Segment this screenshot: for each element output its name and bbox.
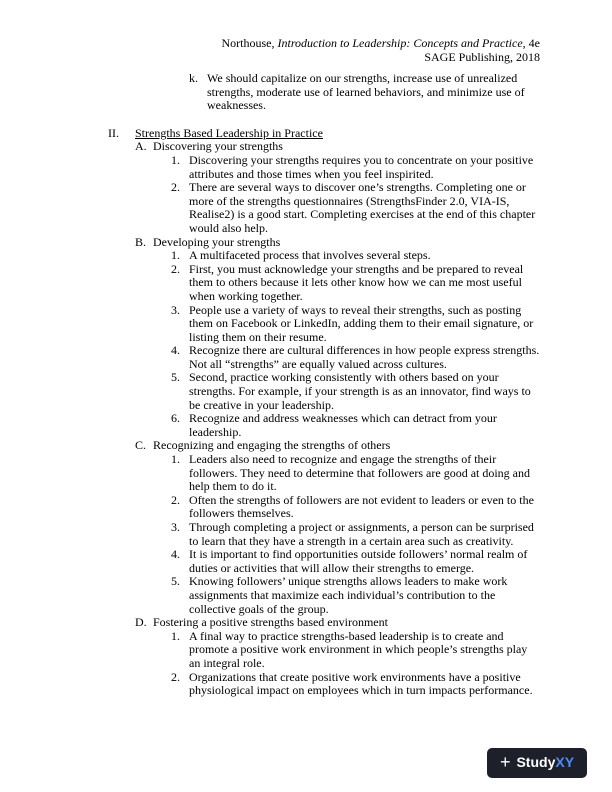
list-item <box>171 452 541 494</box>
list-item-text: We should capitalize on our strengths, increase use of unrealized strengths, moderate use of learned behaviors, and minimize use of weaknesses. <box>207 71 525 113</box>
list-item <box>171 547 541 575</box>
list-item <box>171 261 541 304</box>
list-item-k <box>189 71 542 113</box>
list-item <box>171 520 541 548</box>
header-publisher: SAGE Publishing, 2018 <box>424 49 540 64</box>
subsection-marker: D. <box>135 615 147 630</box>
list-item <box>171 370 541 412</box>
subsection-title: Recognizing and engaging the strengths of others <box>153 438 391 453</box>
list-marker: 5. <box>171 370 180 385</box>
list-item <box>171 248 541 263</box>
badge-xy-text: XY <box>555 754 575 771</box>
list-item-text: Discovering your strengths requires you to concentrate on your positive attributes and those times when you feel inspirited. <box>189 152 534 181</box>
list-marker: 4. <box>171 343 180 358</box>
subsection-title: Discovering your strengths <box>153 139 283 154</box>
list-item <box>171 669 541 698</box>
list-marker: 2. <box>171 492 180 507</box>
list-item-text: Leaders also need to recognize and engage the strengths of their followers. They need to determine that followers are good at doing and help them to do it. <box>189 452 531 494</box>
list-marker: 1. <box>171 152 180 167</box>
list-item-text: Recognize there are cultural differences in how people express strengths. Not all “strengths” are equally valued across cultures. <box>189 343 540 371</box>
list-marker: 4. <box>171 547 180 562</box>
list-item-text: A multifaceted process that involves several steps. <box>189 248 431 263</box>
section-heading <box>108 125 535 141</box>
badge-study-text: Study <box>516 754 556 771</box>
list-item <box>171 574 541 616</box>
list-marker: 5. <box>171 574 180 589</box>
list-marker: k. <box>189 71 198 85</box>
plus-icon: + <box>499 752 511 773</box>
list-item <box>171 302 541 345</box>
list-item <box>171 152 541 181</box>
list-marker: 6. <box>171 411 180 426</box>
list-item <box>171 180 541 235</box>
list-item-text: Organizations that create positive work environments have a positive physiological impact on employees which in turn impacts performance. <box>189 669 533 698</box>
list-item-text: Through completing a project or assignments, a person can be surprised to learn that they have a strength in a certain area such as creativity. <box>189 520 534 548</box>
subsection-title: Developing your strengths <box>153 234 281 249</box>
list-marker: 2. <box>171 669 180 684</box>
list-item-text: Often the strengths of followers are not evident to leaders or even to the followers themselves. <box>189 492 534 521</box>
list-marker: 2. <box>171 261 180 276</box>
list-marker: 1. <box>171 628 180 643</box>
list-item <box>171 628 541 671</box>
list-item-text: First, you must acknowledge your strengths and be prepared to reveal them to others because it lets other know how we can me most useful when working together. <box>189 261 524 303</box>
header-edition: , 4e <box>522 36 540 50</box>
list-marker: 1. <box>171 248 180 263</box>
studyxy-badge[interactable] <box>487 748 587 778</box>
section-title: Strengths Based Leadership in Practice <box>135 125 323 140</box>
subsection-heading <box>135 438 553 453</box>
page-header <box>140 37 540 64</box>
list-item <box>171 411 541 439</box>
outline-content <box>0 72 612 698</box>
list-item <box>171 343 541 371</box>
list-item-text: It is important to find opportunities outside followers’ normal realm of duties or activities that will allow their strengths to emerge. <box>189 547 528 575</box>
list-marker: 3. <box>171 520 180 534</box>
list-item <box>171 492 541 521</box>
header-book-title: Introduction to Leadership: Concepts and Practice <box>277 36 523 50</box>
list-marker: 3. <box>171 302 180 317</box>
citation-line <box>140 37 540 51</box>
subsection-marker: A. <box>135 139 147 154</box>
section-marker: II. <box>108 125 119 140</box>
list-marker: 2. <box>171 180 180 195</box>
subsection-marker: C. <box>135 438 147 453</box>
subsection-heading <box>135 234 553 250</box>
list-marker: 1. <box>171 452 180 467</box>
list-item-text: Recognize and address weaknesses which can detract from your leadership. <box>189 411 497 439</box>
list-item-text: Second, practice working consistently with others based on your strengths. For example, if your strength is as an innovator, find ways to be creative in your leadership. <box>189 370 531 412</box>
list-item-text: People use a variety of ways to reveal their strengths, such as posting them on Facebook or LinkedIn, adding them to their email signature, or listing them on their resume. <box>189 302 534 344</box>
header-author: Northouse, <box>221 36 275 50</box>
list-item-text: There are several ways to discover one’s strengths. Completing one or more of the strengths questionnaires (StrengthsFinder 2.0, VIA-IS, Realise2) is a good start. Completing exercises at the end of this chapter would also help. <box>189 180 536 235</box>
subsection-heading <box>135 615 553 630</box>
subsection-title: Fostering a positive strengths based environment <box>153 615 388 630</box>
subsection-heading <box>135 139 553 154</box>
list-item-text: A final way to practice strengths-based leadership is to create and promote a positive work environment in which people’s strengths play an integral role. <box>189 628 528 670</box>
list-item-text: Knowing followers’ unique strengths allows leaders to make work assignments that maximize each individual’s contribution to the collective goals of the group. <box>189 574 508 616</box>
subsection-marker: B. <box>135 234 147 249</box>
